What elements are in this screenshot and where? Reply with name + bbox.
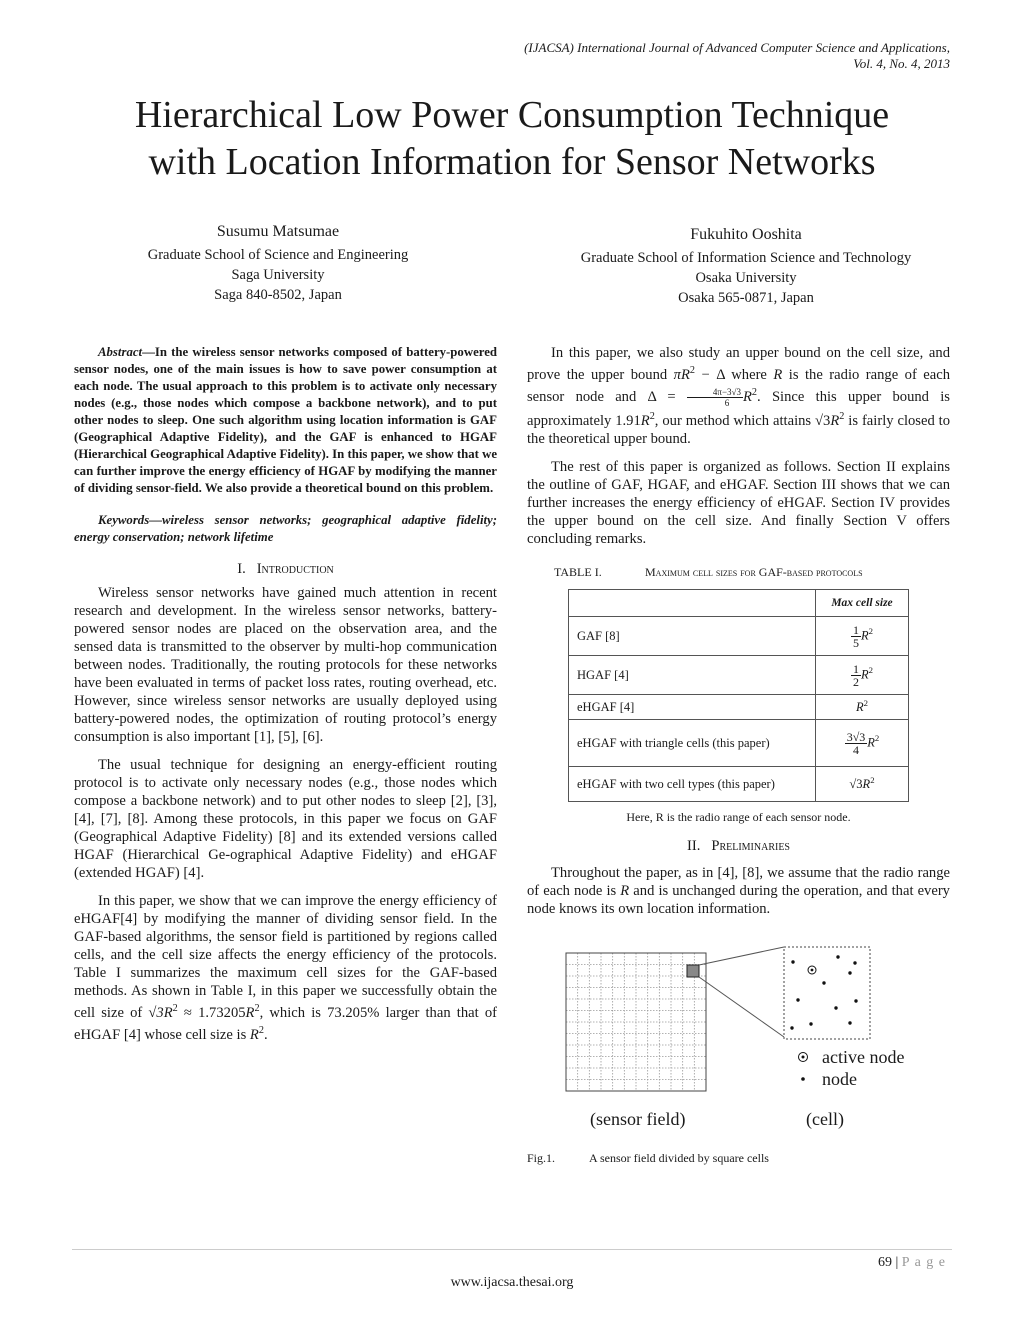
section-2-title: Preliminaries: [711, 838, 790, 854]
right-paragraph-1: In this paper, we also study an upper bound on the cell size, and prove the upper bound $\pi R^2 - \Delta$ where R is the radio range of each sensor node and Δ = $\frac{4\pi-3√3}{6}$ $R^2$. Since this upper bound is approximately $1.91R^2$, our method which attains $√3R^2$ is fairly closed to the theoretical upper bound.: [527, 345, 951, 447]
keywords-label: Keywords: [98, 513, 150, 527]
footer-url: www.ijacsa.thesai.org: [450, 1275, 574, 1290]
author-2-dept: Graduate School of Information Science and Technology: [580, 250, 912, 266]
author-1-name: Susumu Matsumae: [216, 223, 340, 240]
node-dot: [791, 960, 794, 963]
table-row-value: $\frac{3√3}{4}$ $R^2$: [816, 720, 909, 767]
section-1-title: Introduction: [256, 561, 334, 577]
table-row-name: HGAF [4]: [569, 656, 816, 695]
author-2: [536, 225, 956, 308]
table-row-value: $√3R^2$: [816, 767, 909, 802]
page-number-block: 69 | P a g e: [877, 1255, 946, 1270]
table-row-name: eHGAF [4]: [569, 695, 816, 720]
author-1-univ: Saga University: [231, 267, 325, 283]
sensor-field-grid: [566, 953, 706, 1091]
legend-active-node: active node: [822, 1047, 905, 1067]
zoom-line-top: [699, 947, 784, 965]
math-sqrt3-r2-approx: $√3R^2 \approx 1.73205R^2$: [148, 1003, 260, 1021]
legend-node: node: [822, 1069, 857, 1089]
node-dot: [796, 998, 799, 1001]
author-2-univ: Osaka University: [695, 270, 797, 286]
section-2-number: II.: [687, 838, 701, 854]
intro-paragraph-2: The usual technique for designing an energy-efficient routing protocol is to activate only necessary nodes (e.g., those nodes which compose a backbone network) and to put other nodes to sleep [2], [3], [4], [7], [8]. Among these protocols, in this paper we focus on GAF (Geographical Adaptive Fidelity) [8] and its extended versions called HGAF (Hierarchical Ge-ographical Adaptive Fidelity) and eHGAF (extended HGAF) [4].: [74, 757, 497, 881]
cell-border: [784, 947, 870, 1039]
paper-title: [0, 92, 1024, 186]
table-header-empty: [569, 590, 816, 617]
table-row: [569, 695, 909, 720]
active-node-center: [811, 969, 814, 972]
node-dot: [836, 955, 839, 958]
journal-volume: Vol. 4, No. 4, 2013: [853, 56, 950, 71]
right-p1-b: where: [731, 366, 767, 383]
cell-nodes: [790, 955, 857, 1029]
node-dot: [848, 971, 851, 974]
right-p1-d: . Since this upper bound is approximately: [527, 388, 950, 429]
table-row: [569, 767, 909, 802]
right-p1-a: In this paper, we also study an upper bound on the cell size, and prove the upper bound: [527, 345, 950, 383]
node-dot: [848, 1021, 851, 1024]
page-word: P a g e: [901, 1255, 946, 1270]
abstract-text: —In the wireless sensor networks composed of battery-powered sensor nodes, one of the main issues is how to save power consumption at each node. The usual approach to this problem is to activate only necessary nodes (e.g., those nodes which compose a backbone network), and to put other nodes to sleep. One such algorithm using location information is GAF (Geographical Adaptive Fidelity), and the GAF is enhanced to HGAF (Hierarchical Geographical Adaptive Fidelity). In this paper, we show that we can further improve the energy efficiency of HGAF by modifying the manner of dividing sensor-field. We also provide a theoretical bound on this problem.: [74, 345, 497, 495]
left-column: [74, 344, 497, 1054]
section-2-body: [527, 864, 950, 928]
zoomed-cell-marker: [687, 965, 699, 977]
node-dot: [854, 999, 857, 1002]
node-dot: [809, 1022, 812, 1025]
author-2-addr: Osaka 565-0871, Japan: [678, 290, 814, 306]
figure-caption: A sensor field divided by square cells: [589, 1151, 769, 1165]
table-row-value: $R^2$: [816, 695, 909, 720]
table-row: [569, 656, 909, 695]
title-line-1: Hierarchical Low Power Consumption Technique: [134, 94, 890, 136]
table-header-row: [569, 590, 909, 617]
table-note: Here, R is the radio range of each sensor node.: [626, 810, 851, 824]
author-1: [108, 222, 448, 305]
sensor-field-label: (sensor field): [590, 1109, 686, 1129]
right-paragraph-2: The rest of this paper is organized as follows. Section II explains the outline of GAF, HGAF, and eHGAF. Section III shows that we can further increases the energy efficiency of eHGAF. Section IV provides the upper bound on the cell size. And finally Section V offers concluding remarks.: [527, 458, 950, 547]
section-1-number: I.: [237, 561, 246, 577]
keywords: [74, 512, 497, 546]
intro-paragraph-3: In this paper, we show that we can improve the energy efficiency of eHGAF[4] by modifying the manner of dividing sensor field. In the GAF-based algorithms, the sensor field is partitioned by regions called cells, and the cell size affects the energy efficiency of the protocols. Table I summarizes the maximum cell sizes for the GAF-based methods. As shown in Table I, in this paper we successfully obtain the cell size of $√3R^2 \approx 1.73205R^2$, which is 73.205% larger than that of eHGAF [4] whose cell size is $R^2$.: [74, 893, 497, 1043]
table-row: [569, 617, 909, 656]
right-p1-f: is fairly closed to the theoretical upper bound.: [527, 412, 951, 447]
abstract-label: Abstract: [98, 345, 143, 359]
journal-header: [524, 40, 950, 72]
legend-node-icon: [801, 1077, 805, 1081]
right-p1-c: is the radio range of each sensor node and: [527, 366, 950, 405]
intro-paragraph-1: Wireless sensor networks have gained much attention in recent research and development. In the wireless sensor networks, battery-powered sensor nodes are placed on the observation area, and the sensed data is transmitted to the observer by multi-hop communication between nodes. Traditionally, the routing protocols for these networks have been evaluated in terms of packet loss rates, routing overhead, etc. However, since wireless sensor networks are usually deployed using battery-powered nodes, the optimization of routing protocol’s energy consumption is also important [1], [5], [6].: [74, 585, 497, 745]
abstract: [74, 344, 497, 497]
table-row-value: $\frac{1}{2}$ $R^2$: [816, 656, 909, 695]
table-row-value: $\frac{1}{5}$ $R^2$: [816, 617, 909, 656]
prelim-p1-a: Throughout the paper, as in [4], [8], we assume that the radio range of each node is: [527, 865, 950, 899]
cell-size-table: [568, 589, 909, 802]
right-column: [527, 344, 950, 558]
table-row-name: GAF [8]: [569, 617, 816, 656]
section-2-heading: [527, 838, 950, 855]
table-caption: Maximum cell sizes for GAF-based protocols: [645, 565, 863, 579]
legend-active-node-center: [802, 1056, 805, 1059]
author-1-dept: Graduate School of Science and Engineering: [147, 247, 409, 263]
author-2-name: Fukuhito Ooshita: [690, 226, 802, 243]
prelim-paragraph-1: Throughout the paper, as in [4], [8], we assume that the radio range of each node is R and is unchanged during the operation, and that every node knows its own location information.: [527, 865, 950, 917]
table-header-cell: Max cell size: [816, 590, 909, 617]
table-row: [569, 720, 909, 767]
sensor-field-figure: [560, 945, 940, 1145]
node-dot: [834, 1006, 837, 1009]
title-line-2: with Location Information for Sensor Networks: [148, 141, 876, 183]
section-1-heading: [74, 560, 497, 578]
footer-rule: [72, 1249, 952, 1250]
node-dot: [790, 1026, 793, 1029]
table-row-name: eHGAF with triangle cells (this paper): [569, 720, 816, 767]
right-p1-e: , our method which attains: [654, 412, 812, 429]
journal-name: (IJACSA) International Journal of Advanced Computer Science and Applications,: [524, 40, 950, 55]
author-1-addr: Saga 840-8502, Japan: [214, 287, 342, 303]
keywords-text: —wireless sensor networks; geographical adaptive fidelity; energy conservation; network lifetime: [74, 513, 497, 544]
table-row-name: eHGAF with two cell types (this paper): [569, 767, 816, 802]
node-dot: [822, 981, 825, 984]
figure-number: Fig.1.: [527, 1151, 556, 1165]
zoom-line-bottom: [699, 977, 784, 1037]
table-label: TABLE I.: [554, 565, 602, 579]
intro-p3-part-a: In this paper, we show that we can improve the energy efficiency of eHGAF[4] by modifying the manner of dividing sensor field. In the GAF-based algorithms, the sensor field is partitioned by regions called cells, and the cell size affects the energy efficiency of the protocols. Table I summarizes the maximum cell sizes for the GAF-based methods. As shown in Table I, in this paper we successfully obtain the cell size of: [74, 893, 497, 1021]
page-number: 69: [877, 1255, 892, 1270]
prelim-p1-b: and is unchanged during the operation, and that every node knows its own location information.: [527, 883, 950, 917]
cell-label: (cell): [806, 1109, 844, 1129]
intro-p3-part-b: , which is 73.205% larger than that of eHGAF [4] whose cell size is: [74, 1004, 497, 1043]
node-dot: [853, 961, 856, 964]
math-delta-fraction: $\frac{4\pi-3√3}{6}$: [687, 387, 743, 408]
